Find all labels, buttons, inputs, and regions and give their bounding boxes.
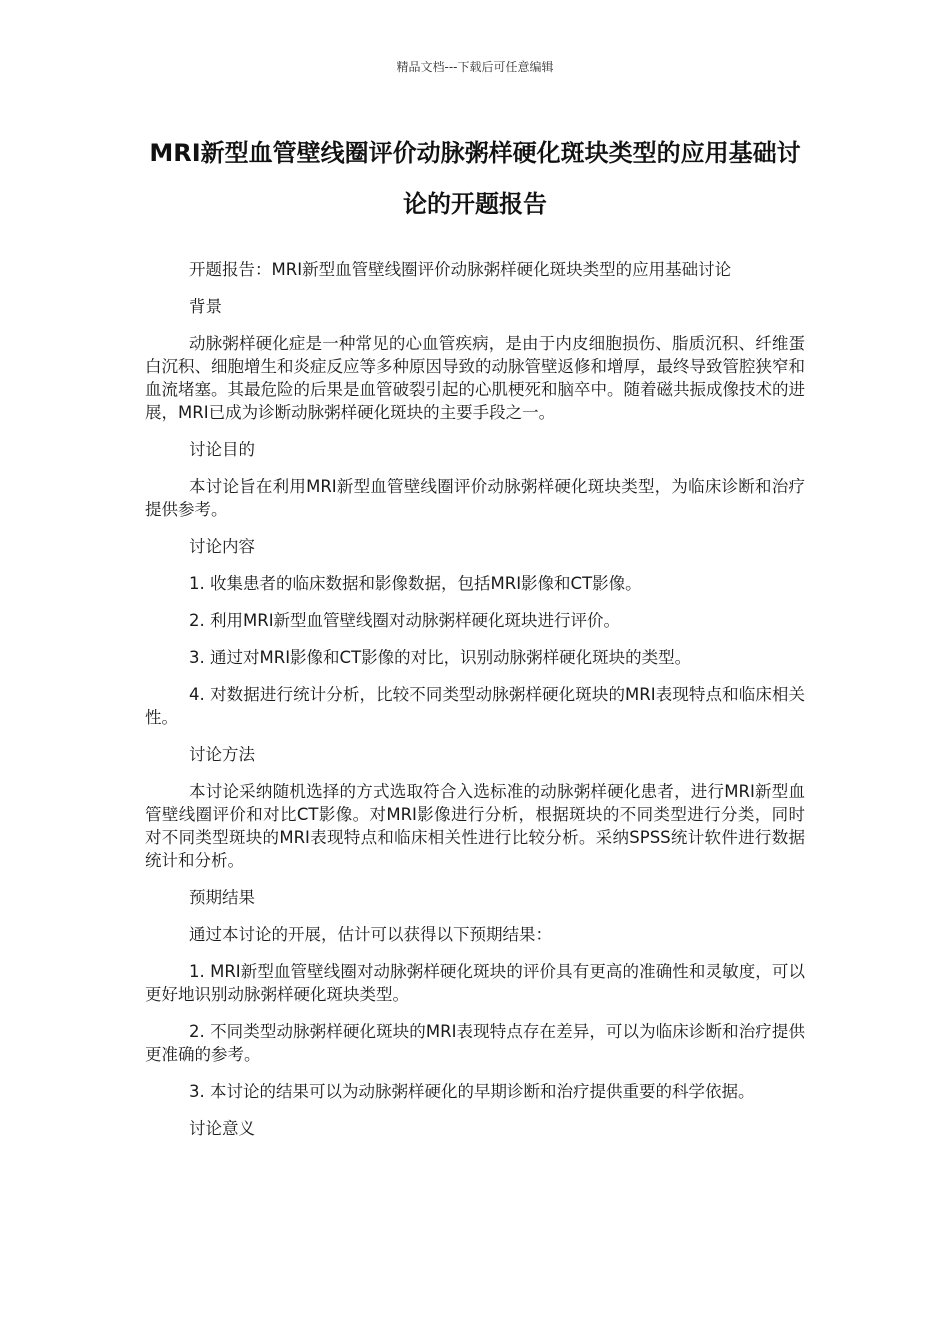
content-item: 2. 利用MRI新型血管壁线圈对动脉粥样硬化斑块进行评价。 — [189, 611, 621, 630]
expected-result-item: 1. MRI新型血管壁线圈对动脉粥样硬化斑块的评价具有更高的准确性和灵敏度，可以更好地识别动脉粥样硬化斑块类型。 — [145, 962, 805, 1004]
section-heading-method: 讨论方法 — [189, 745, 255, 764]
section-heading-expected-results: 预期结果 — [189, 888, 255, 907]
intro-paragraph: 开题报告：MRI新型血管壁线圈评价动脉粥样硬化斑块类型的应用基础讨论 — [189, 260, 732, 279]
expected-result-item: 2. 不同类型动脉粥样硬化斑块的MRI表现特点存在差异，可以为临床诊断和治疗提供更准确的参考。 — [145, 1022, 805, 1064]
document-body — [145, 258, 805, 1154]
purpose-paragraph: 本讨论旨在利用MRI新型血管壁线圈评价动脉粥样硬化斑块类型，为临床诊断和治疗提供参考。 — [145, 477, 805, 519]
expected-results-intro: 通过本讨论的开展，估计可以获得以下预期结果： — [189, 925, 552, 944]
section-heading-purpose: 讨论目的 — [189, 440, 255, 459]
expected-result-item: 3. 本讨论的结果可以为动脉粥样硬化的早期诊断和治疗提供重要的科学依据。 — [189, 1082, 755, 1101]
page-header-note: 精品文档---下载后可任意编辑 — [396, 60, 554, 74]
content-item: 1. 收集患者的临床数据和影像数据，包括MRI影像和CT影像。 — [189, 574, 642, 593]
method-paragraph: 本讨论采纳随机选择的方式选取符合入选标准的动脉粥样硬化患者，进行MRI新型血管壁线圈评价和对比CT影像。对MRI影像进行分析，根据斑块的不同类型进行分类，同时对不同类型斑块的MRI表现特点和临床相关性进行比较分析。采纳SPSS统计软件进行数据统计和分析。 — [145, 782, 805, 870]
content-item: 4. 对数据进行统计分析，比较不同类型动脉粥样硬化斑块的MRI表现特点和临床相关性。 — [145, 685, 805, 727]
document-title: MRI新型血管壁线圈评价动脉粥样硬化斑块类型的应用基础讨论的开题报告 — [149, 139, 801, 218]
section-heading-background: 背景 — [189, 297, 222, 316]
section-heading-significance: 讨论意义 — [189, 1119, 255, 1138]
background-paragraph: 动脉粥样硬化症是一种常见的心血管疾病，是由于内皮细胞损伤、脂质沉积、纤维蛋白沉积、细胞增生和炎症反应等多种原因导致的动脉管壁返修和增厚，最终导致管腔狭窄和血流堵塞。其最危险的后果是血管破裂引起的心肌梗死和脑卒中。随着磁共振成像技术的进展，MRI已成为诊断动脉粥样硬化斑块的主要手段之一。 — [145, 334, 805, 422]
section-heading-content: 讨论内容 — [189, 537, 255, 556]
content-item: 3. 通过对MRI影像和CT影像的对比，识别动脉粥样硬化斑块的类型。 — [189, 648, 692, 667]
